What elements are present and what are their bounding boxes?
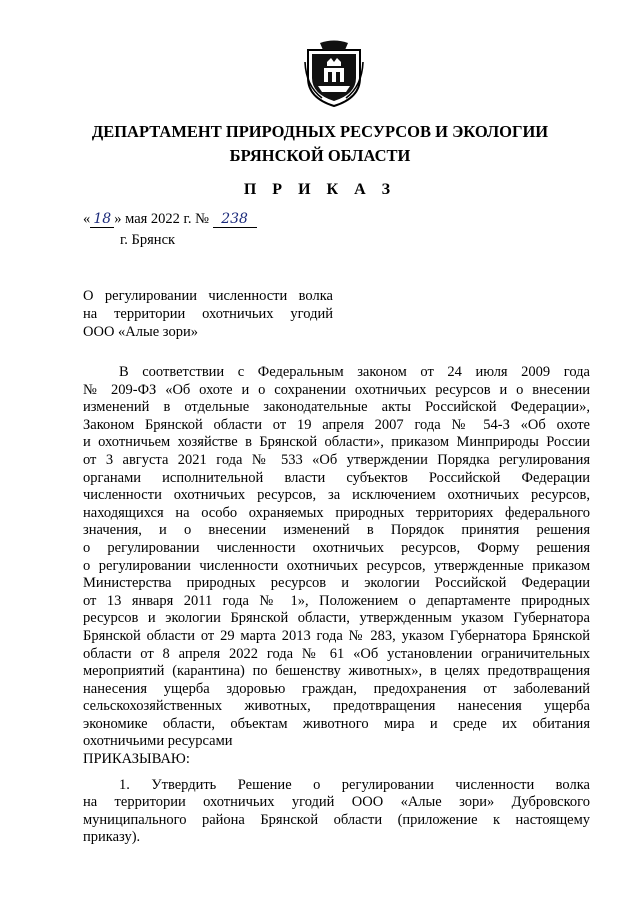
item1-line: приказу). — [83, 829, 141, 846]
bryansk-oblast-coat-of-arms-icon — [304, 40, 364, 108]
preamble-line: ресурсов и экологии Брянской области, утвержденным указом Губернатора — [83, 610, 590, 627]
preamble-line: нанесения ущерба здоровью граждан, предохранения от заболеваний — [83, 680, 590, 697]
document-type-title: П Р И К А З — [243, 181, 397, 198]
order-month-year: мая 2022 г. — [125, 211, 192, 227]
preamble-line: органами исполнительной власти субъектов Российской Федерации — [83, 469, 590, 486]
department-name-line2: БРЯНСКОЙ ОБЛАСТИ — [229, 146, 411, 165]
preamble-line: Законом Брянской области от 19 апреля 2007 года № 54-З «Об охоте — [83, 416, 590, 433]
preamble-line: Брянской области от 29 марта 2013 года № 283, указом Губернатора Брянской — [83, 627, 590, 644]
preamble-line: от 13 января 2011 года № 1», Положением о департаменте природных — [83, 592, 590, 609]
subject-line: ООО «Алые зори» — [83, 324, 198, 340]
preamble-line: В соответствии с Федеральным законом от 24 июля 2009 года — [119, 364, 590, 380]
subject-line: О регулировании численности волка — [83, 288, 333, 304]
preamble-line: о регулировании численности охотничьих ресурсов, Форму решения — [83, 539, 590, 556]
preamble-line: и охотничьем хозяйстве в Брянской области», приказом Минприроды России — [83, 434, 590, 451]
item1-line: муниципального района Брянской области (приложение к настоящему — [83, 811, 590, 828]
preamble-line: о регулировании численности охотничьих ресурсов, утвержденные приказом — [83, 557, 590, 574]
preamble-line: охотничьими ресурсами — [83, 733, 233, 750]
order-subject — [83, 287, 333, 341]
order-day: 18 — [90, 211, 114, 228]
order-body — [83, 364, 590, 847]
preamble-line: численности охотничьих ресурсов, за исключением охотничьих ресурсов, — [83, 487, 590, 504]
number-sign: № — [195, 211, 209, 227]
preamble-line: находящихся на особо охраняемых природных территориях федерального — [83, 504, 590, 521]
city-name: г. Брянск — [120, 232, 176, 248]
department-name-line1: ДЕПАРТАМЕНТ ПРИРОДНЫХ РЕСУРСОВ И ЭКОЛОГИИ — [91, 122, 549, 141]
preamble-line: № 209-ФЗ «Об охоте и о сохранении охотничьих ресурсов и о внесении — [83, 381, 590, 398]
date-close-quote: » — [114, 211, 122, 227]
order-number: 238 — [213, 211, 257, 228]
preamble-line: сельскохозяйственных животных, предотвращения нанесения ущерба — [83, 698, 590, 715]
item1-line: на территории охотничьих угодий ООО «Алые зори» Дубровского — [83, 794, 590, 811]
preamble-line: экономике области, объектам животного мира и среде их обитания — [83, 715, 590, 732]
preamble-line: Министерства природных ресурсов и экологии Российской Федерации — [83, 575, 590, 592]
preamble-line: мероприятий (карантина) по бешенству животных», в целях предотвращения — [83, 663, 590, 680]
item1-line: 1. Утвердить Решение о регулировании численности волка — [119, 776, 590, 793]
preamble-line: области от 8 апреля 2022 года № 61 «Об установлении ограничительных — [83, 645, 590, 662]
preamble-line: значения, и о внесении изменений в Порядок принятия решения — [83, 522, 590, 539]
date-number-line — [83, 211, 257, 228]
preamble-line: изменений в отдельные законодательные акты Российской Федерации», — [83, 399, 590, 416]
subject-line: на территории охотничьих угодий — [83, 306, 333, 322]
order-word: ПРИКАЗЫВАЮ: — [83, 751, 190, 768]
date-open-quote: « — [83, 211, 91, 227]
preamble-line: от 3 августа 2021 года № 533 «Об утверждении Порядка регулирования — [83, 451, 590, 468]
